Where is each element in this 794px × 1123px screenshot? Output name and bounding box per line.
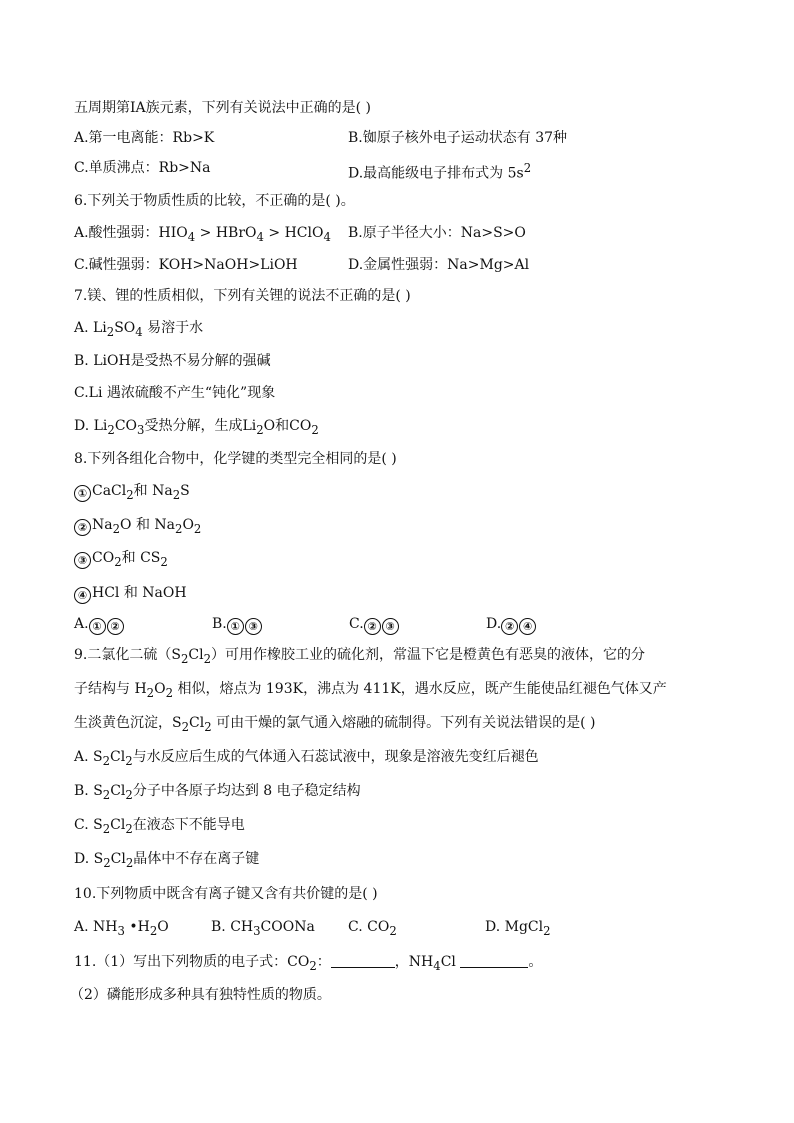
circled-number-1: ①: [74, 485, 91, 502]
circled-number-2: ②: [107, 618, 124, 635]
q9-option-d: D. $S_2Cl_2$晶体中不存在离子键: [74, 851, 260, 870]
q8-stem: 8.下列各组化合物中，化学键的类型完全相同的是( ): [74, 451, 397, 467]
q9-stem-line-1: 9.二氯化二硫$(S_2Cl_2)$可用作橡胶工业的硫化剂，常温下它是橙黄色有恶臭的液体，它的分: [74, 647, 645, 666]
circled-number-1: ①: [227, 618, 244, 635]
q11-line-2: （2）磷能形成多种具有独特性质的物质。: [70, 987, 331, 1003]
q8-option-a-label: A.: [74, 616, 89, 632]
circled-number-3: ③: [74, 552, 91, 569]
q8-item-3: [74, 548, 168, 572]
q11-part1-end: 。: [528, 954, 543, 970]
q8-option-b-label: B.: [212, 616, 227, 632]
q8-option-c: [349, 614, 400, 635]
q10-option-a: A. $NH_3$ $•H_2O$: [74, 919, 169, 938]
q7-option-b: B. LiOH是受热不易分解的强碱: [74, 353, 271, 369]
circled-number-4: ④: [519, 618, 536, 635]
q5-stem: 五周期第ⅠA族元素，下列有关说法中正确的是( ): [74, 100, 372, 116]
q8-item-2-text: $Na_2O$ 和 $Na_2O_2$: [92, 517, 202, 536]
circled-number-2: ②: [74, 519, 91, 536]
q6-option-b: B.原子半径大小：Na>S>O: [348, 225, 526, 241]
q9-option-b: B. $S_2Cl_2$分子中各原子均达到 8 电子稳定结构: [74, 783, 361, 802]
q7-option-c: C.Li 遇浓硫酸不产生“钝化”现象: [74, 385, 276, 401]
q10-stem: 10.下列物质中既含有离子键又含有共价键的是( ): [74, 886, 378, 902]
q9-option-c: C. $S_2Cl_2$在液态下不能导电: [74, 817, 245, 836]
q8-option-a: [74, 614, 125, 635]
q10-option-b: B. $CH_3COONa$: [211, 919, 315, 938]
q7-stem: 7.镁、锂的性质相似，下列有关锂的说法不正确的是( ): [74, 288, 411, 304]
circled-number-3: ③: [382, 618, 399, 635]
q8-item-3-text: $CO_2$和 $CS_2$: [92, 550, 168, 569]
circled-number-2: ②: [364, 618, 381, 635]
q6-option-c: C.碱性强弱：KOH>NaOH>LiOH: [74, 257, 298, 273]
q6-stem: 6.下列关于物质性质的比较，不正确的是( )。: [74, 193, 355, 209]
q11-part1-nh4cl: ，$NH_4Cl$: [394, 954, 456, 973]
q8-option-c-label: C.: [349, 616, 364, 632]
q6-option-d: D.金属性强弱：Na>Mg>Al: [348, 257, 530, 273]
q8-item-4-text: HCl 和 NaOH: [92, 585, 187, 601]
q7-option-d: D. $Li_2CO_3$受热分解，生成$Li_2O$和$CO_2$: [74, 418, 319, 437]
q9-option-a: A. $S_2Cl_2$与水反应后生成的气体通入石蕊试液中，现象是溶液先变红后褪色: [74, 749, 539, 768]
q8-option-d: [486, 614, 537, 635]
q9-stem-line-2: 子结构与 $H_2O_2$ 相似，熔点为 193K，沸点为 411K，遇水反应，既产生能使品红褪色气体又产: [74, 681, 667, 700]
q7-option-a: A. $Li_2SO_4$ 易溶于水: [74, 320, 204, 339]
q8-item-1-text: CaCl$_2$和 $Na_2S$: [92, 483, 190, 502]
q8-option-b: [212, 614, 263, 635]
q5-option-d: D.最高能级电子排布式为 $5s^2$: [348, 161, 532, 182]
q8-item-4: [74, 583, 187, 604]
q10-option-d: D. MgCl$_2$: [485, 919, 551, 938]
circled-number-3: ③: [245, 618, 262, 635]
q11-line-1: [74, 952, 542, 976]
circled-number-1: ①: [89, 618, 106, 635]
q8-item-1: [74, 481, 190, 505]
circled-number-4: ④: [74, 587, 91, 604]
q8-item-2: [74, 515, 201, 539]
q5-option-c: C.单质沸点：Rb>Na: [74, 160, 211, 176]
circled-number-2: ②: [501, 618, 518, 635]
q5-option-b: B.铷原子核外电子运动状态有 37种: [348, 130, 568, 146]
q9-stem-line-3: 生淡黄色沉淀，$S_2Cl_2$ 可由干燥的氯气通入熔融的硫制得。下列有关说法错误的是( ): [74, 715, 596, 734]
answer-blank-nh4cl[interactable]: [460, 953, 528, 968]
q10-option-c: C. $CO_2$: [348, 919, 397, 938]
answer-blank-co2[interactable]: [331, 953, 395, 968]
q11-part1-prompt: 11.（1）写出下列物质的电子式：$CO_2$：: [74, 954, 331, 973]
q5-option-a: A.第一电离能：Rb>K: [74, 130, 215, 146]
q8-option-d-label: D.: [486, 616, 502, 632]
q6-option-a: A.酸性强弱：$HIO_4$ > HBrO$_4$ > HClO$_4$: [74, 225, 331, 244]
